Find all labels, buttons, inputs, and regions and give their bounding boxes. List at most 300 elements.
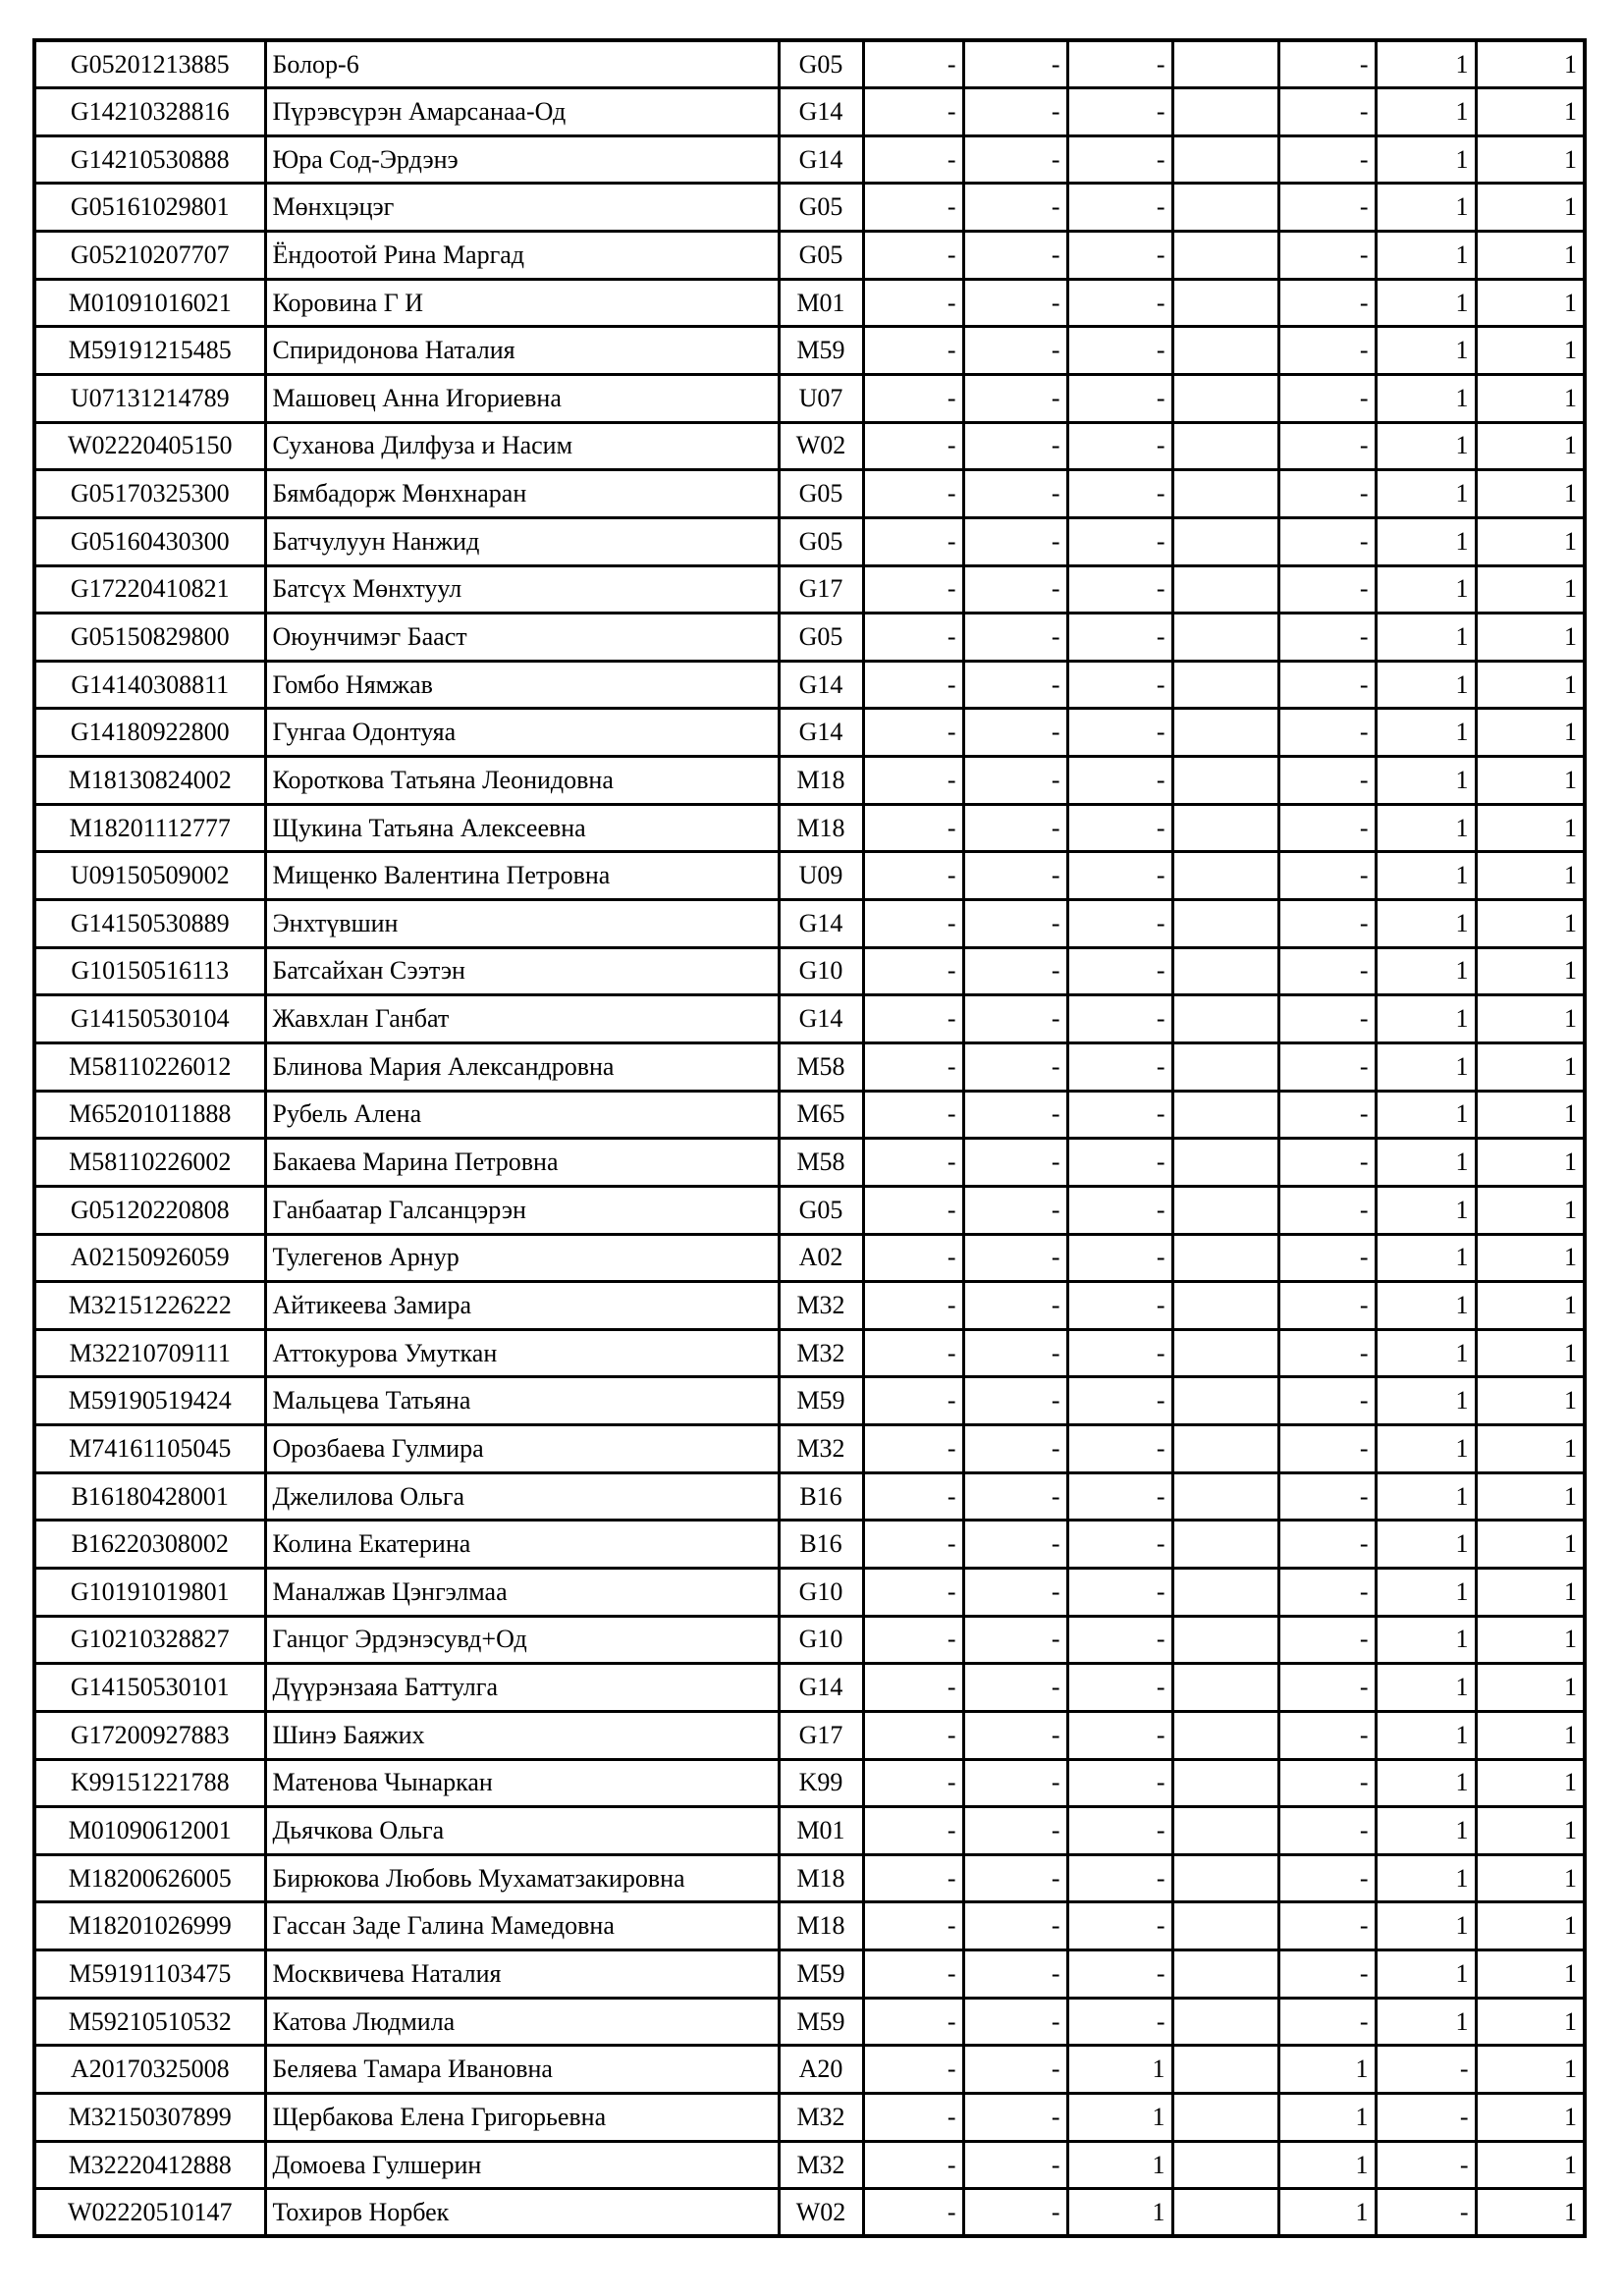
cell-v4 xyxy=(1172,2141,1278,2189)
cell-v7: 1 xyxy=(1476,374,1585,422)
cell-v6: 1 xyxy=(1376,135,1476,184)
cell-v5: - xyxy=(1278,709,1376,757)
cell-v2: - xyxy=(963,2094,1067,2142)
cell-v4 xyxy=(1172,1186,1278,1234)
cell-name: Мищенко Валентина Петровна xyxy=(265,852,779,900)
cell-v4 xyxy=(1172,232,1278,280)
cell-v7: 1 xyxy=(1476,1282,1585,1330)
table-row xyxy=(34,374,1585,422)
cell-v3: 1 xyxy=(1067,2189,1172,2237)
cell-v2: - xyxy=(963,1569,1067,1617)
cell-id: G05201213885 xyxy=(34,40,265,88)
cell-id: G14150530889 xyxy=(34,900,265,948)
cell-v6: 1 xyxy=(1376,757,1476,805)
cell-v7: 1 xyxy=(1476,1091,1585,1139)
cell-code: M59 xyxy=(779,327,863,375)
cell-name: Джелилова Ольга xyxy=(265,1472,779,1521)
table-row xyxy=(34,900,1585,948)
table-row xyxy=(34,1950,1585,1999)
cell-v2: - xyxy=(963,1902,1067,1950)
cell-name: Домоева Гулшерин xyxy=(265,2141,779,2189)
cell-id: M59210510532 xyxy=(34,1998,265,2046)
cell-id: M32151226222 xyxy=(34,1282,265,1330)
cell-name: Жавхлан Ганбат xyxy=(265,995,779,1043)
cell-v1: - xyxy=(863,1139,963,1187)
cell-v2: - xyxy=(963,1664,1067,1712)
cell-v4 xyxy=(1172,1902,1278,1950)
cell-name: Москвичева Наталия xyxy=(265,1950,779,1999)
cell-v5: - xyxy=(1278,1759,1376,1807)
table-row xyxy=(34,1711,1585,1759)
cell-v2: - xyxy=(963,279,1067,327)
cell-v3: - xyxy=(1067,1282,1172,1330)
cell-id: M18201026999 xyxy=(34,1902,265,1950)
cell-v3: 1 xyxy=(1067,2141,1172,2189)
cell-v6: 1 xyxy=(1376,470,1476,518)
cell-code: G10 xyxy=(779,1569,863,1617)
cell-v3: - xyxy=(1067,1759,1172,1807)
cell-code: G10 xyxy=(779,947,863,995)
cell-v6: 1 xyxy=(1376,1569,1476,1617)
table-row xyxy=(34,135,1585,184)
cell-v7: 1 xyxy=(1476,565,1585,614)
cell-v4 xyxy=(1172,614,1278,662)
cell-id: M32210709111 xyxy=(34,1329,265,1377)
cell-v5: - xyxy=(1278,1042,1376,1091)
cell-v7: 1 xyxy=(1476,1569,1585,1617)
cell-v5: - xyxy=(1278,1998,1376,2046)
cell-v5: - xyxy=(1278,422,1376,470)
cell-id: G14180922800 xyxy=(34,709,265,757)
cell-v7: 1 xyxy=(1476,422,1585,470)
cell-v4 xyxy=(1172,2046,1278,2094)
cell-v2: - xyxy=(963,2141,1067,2189)
cell-code: M65 xyxy=(779,1091,863,1139)
cell-name: Шинэ Баяжих xyxy=(265,1711,779,1759)
cell-v5: - xyxy=(1278,1186,1376,1234)
cell-v3: - xyxy=(1067,232,1172,280)
cell-v1: - xyxy=(863,852,963,900)
cell-v3: - xyxy=(1067,1234,1172,1282)
cell-v6: - xyxy=(1376,2094,1476,2142)
cell-id: G05160430300 xyxy=(34,517,265,565)
cell-code: G14 xyxy=(779,661,863,709)
cell-code: G17 xyxy=(779,565,863,614)
cell-v4 xyxy=(1172,422,1278,470)
cell-v7: 1 xyxy=(1476,1234,1585,1282)
cell-v3: - xyxy=(1067,900,1172,948)
cell-v3: 1 xyxy=(1067,2094,1172,2142)
cell-v4 xyxy=(1172,1569,1278,1617)
cell-id: G05170325300 xyxy=(34,470,265,518)
cell-v1: - xyxy=(863,1759,963,1807)
cell-v1: - xyxy=(863,422,963,470)
cell-v3: - xyxy=(1067,1472,1172,1521)
cell-code: M58 xyxy=(779,1042,863,1091)
table-row xyxy=(34,2189,1585,2237)
table-row xyxy=(34,804,1585,852)
cell-v1: - xyxy=(863,279,963,327)
table-row xyxy=(34,1807,1585,1855)
cell-id: G10191019801 xyxy=(34,1569,265,1617)
cell-v4 xyxy=(1172,470,1278,518)
cell-v5: - xyxy=(1278,1664,1376,1712)
cell-v2: - xyxy=(963,1998,1067,2046)
cell-code: G14 xyxy=(779,709,863,757)
cell-id: G17220410821 xyxy=(34,565,265,614)
cell-v3: - xyxy=(1067,1521,1172,1569)
cell-name: Гунгаа Одонтуяа xyxy=(265,709,779,757)
cell-v1: - xyxy=(863,1091,963,1139)
cell-v7: 1 xyxy=(1476,1902,1585,1950)
cell-v7: 1 xyxy=(1476,184,1585,232)
cell-code: M18 xyxy=(779,757,863,805)
cell-v1: - xyxy=(863,232,963,280)
cell-v7: 1 xyxy=(1476,995,1585,1043)
cell-v1: - xyxy=(863,1807,963,1855)
cell-code: G14 xyxy=(779,1664,863,1712)
cell-v5: - xyxy=(1278,1234,1376,1282)
cell-name: Энхтүвшин xyxy=(265,900,779,948)
cell-v2: - xyxy=(963,565,1067,614)
cell-v2: - xyxy=(963,757,1067,805)
cell-v1: - xyxy=(863,757,963,805)
cell-v1: - xyxy=(863,470,963,518)
cell-v3: - xyxy=(1067,40,1172,88)
cell-v1: - xyxy=(863,1282,963,1330)
table-row xyxy=(34,661,1585,709)
cell-id: M01091016021 xyxy=(34,279,265,327)
cell-v2: - xyxy=(963,995,1067,1043)
cell-v5: - xyxy=(1278,1854,1376,1902)
cell-v3: - xyxy=(1067,1329,1172,1377)
table-row xyxy=(34,614,1585,662)
cell-id: M59191103475 xyxy=(34,1950,265,1999)
cell-v7: 1 xyxy=(1476,2046,1585,2094)
cell-v2: - xyxy=(963,709,1067,757)
cell-v2: - xyxy=(963,804,1067,852)
cell-v2: - xyxy=(963,1425,1067,1473)
cell-code: G05 xyxy=(779,470,863,518)
cell-v6: 1 xyxy=(1376,1234,1476,1282)
cell-code: A02 xyxy=(779,1234,863,1282)
cell-v1: - xyxy=(863,565,963,614)
cell-v4 xyxy=(1172,1854,1278,1902)
cell-name: Коровина Г И xyxy=(265,279,779,327)
cell-v1: - xyxy=(863,614,963,662)
cell-v3: - xyxy=(1067,135,1172,184)
cell-v4 xyxy=(1172,1998,1278,2046)
cell-code: G10 xyxy=(779,1616,863,1664)
cell-v1: - xyxy=(863,2046,963,2094)
cell-name: Ганбаатар Галсанцэрэн xyxy=(265,1186,779,1234)
cell-v6: 1 xyxy=(1376,661,1476,709)
cell-v3: - xyxy=(1067,1807,1172,1855)
cell-name: Мөнхцэцэг xyxy=(265,184,779,232)
cell-code: B16 xyxy=(779,1521,863,1569)
cell-v5: - xyxy=(1278,1091,1376,1139)
table-row xyxy=(34,1616,1585,1664)
cell-v2: - xyxy=(963,1329,1067,1377)
cell-v2: - xyxy=(963,327,1067,375)
cell-name: Дүүрэнзаяа Баттулга xyxy=(265,1664,779,1712)
cell-v7: 1 xyxy=(1476,1186,1585,1234)
cell-v3: - xyxy=(1067,470,1172,518)
cell-v1: - xyxy=(863,1711,963,1759)
cell-v3: - xyxy=(1067,1902,1172,1950)
cell-v1: - xyxy=(863,709,963,757)
cell-v4 xyxy=(1172,279,1278,327)
cell-v1: - xyxy=(863,135,963,184)
cell-v5: - xyxy=(1278,1425,1376,1473)
cell-id: U07131214789 xyxy=(34,374,265,422)
cell-v5: - xyxy=(1278,517,1376,565)
cell-v5: - xyxy=(1278,1950,1376,1999)
cell-id: A02150926059 xyxy=(34,1234,265,1282)
cell-v1: - xyxy=(863,947,963,995)
cell-name: Орозбаева Гулмира xyxy=(265,1425,779,1473)
cell-v5: - xyxy=(1278,757,1376,805)
cell-v2: - xyxy=(963,2046,1067,2094)
table-row xyxy=(34,184,1585,232)
cell-name: Бирюкова Любовь Мухаматзакировна xyxy=(265,1854,779,1902)
cell-v2: - xyxy=(963,1759,1067,1807)
table-row xyxy=(34,1569,1585,1617)
cell-v5: - xyxy=(1278,1807,1376,1855)
cell-v6: 1 xyxy=(1376,1664,1476,1712)
cell-v7: 1 xyxy=(1476,1329,1585,1377)
cell-v6: 1 xyxy=(1376,804,1476,852)
cell-v7: 1 xyxy=(1476,804,1585,852)
cell-name: Дьячкова Ольга xyxy=(265,1807,779,1855)
cell-v4 xyxy=(1172,1091,1278,1139)
cell-v3: - xyxy=(1067,374,1172,422)
cell-id: M65201011888 xyxy=(34,1091,265,1139)
cell-v5: - xyxy=(1278,900,1376,948)
cell-name: Щербакова Елена Григорьевна xyxy=(265,2094,779,2142)
cell-v6: 1 xyxy=(1376,900,1476,948)
cell-v5: - xyxy=(1278,995,1376,1043)
cell-v5: - xyxy=(1278,184,1376,232)
table-row xyxy=(34,1854,1585,1902)
cell-v3: - xyxy=(1067,852,1172,900)
cell-v1: - xyxy=(863,517,963,565)
cell-v6: 1 xyxy=(1376,1950,1476,1999)
cell-v4 xyxy=(1172,1282,1278,1330)
cell-v3: - xyxy=(1067,757,1172,805)
cell-v3: - xyxy=(1067,947,1172,995)
cell-v2: - xyxy=(963,470,1067,518)
cell-name: Оюунчимэг Бааст xyxy=(265,614,779,662)
cell-code: A20 xyxy=(779,2046,863,2094)
cell-id: G14210530888 xyxy=(34,135,265,184)
cell-v4 xyxy=(1172,1521,1278,1569)
table-row xyxy=(34,757,1585,805)
cell-v4 xyxy=(1172,1377,1278,1425)
cell-code: W02 xyxy=(779,422,863,470)
cell-v1: - xyxy=(863,1521,963,1569)
cell-v4 xyxy=(1172,184,1278,232)
cell-v4 xyxy=(1172,2189,1278,2237)
cell-v5: - xyxy=(1278,852,1376,900)
table-row xyxy=(34,1091,1585,1139)
cell-code: M58 xyxy=(779,1139,863,1187)
cell-v3: - xyxy=(1067,1854,1172,1902)
cell-code: B16 xyxy=(779,1472,863,1521)
table-row xyxy=(34,1425,1585,1473)
cell-v6: 1 xyxy=(1376,1425,1476,1473)
cell-id: M32150307899 xyxy=(34,2094,265,2142)
cell-name: Гомбо Нямжав xyxy=(265,661,779,709)
cell-v1: - xyxy=(863,2094,963,2142)
cell-v5: 1 xyxy=(1278,2189,1376,2237)
cell-v5: - xyxy=(1278,1569,1376,1617)
table-row xyxy=(34,422,1585,470)
cell-v1: - xyxy=(863,1854,963,1902)
cell-v3: - xyxy=(1067,422,1172,470)
cell-name: Машовец Анна Игориевна xyxy=(265,374,779,422)
cell-v7: 1 xyxy=(1476,327,1585,375)
table-row xyxy=(34,1664,1585,1712)
table-row xyxy=(34,470,1585,518)
cell-name: Катова Людмила xyxy=(265,1998,779,2046)
cell-id: G17200927883 xyxy=(34,1711,265,1759)
cell-v4 xyxy=(1172,1950,1278,1999)
cell-v1: - xyxy=(863,2189,963,2237)
cell-v5: - xyxy=(1278,135,1376,184)
cell-v6: 1 xyxy=(1376,374,1476,422)
cell-v3: - xyxy=(1067,88,1172,136)
cell-code: U09 xyxy=(779,852,863,900)
cell-v2: - xyxy=(963,88,1067,136)
cell-code: G14 xyxy=(779,900,863,948)
cell-v1: - xyxy=(863,1902,963,1950)
cell-v3: - xyxy=(1067,184,1172,232)
cell-code: U07 xyxy=(779,374,863,422)
cell-v5: - xyxy=(1278,1282,1376,1330)
cell-v3: - xyxy=(1067,279,1172,327)
cell-v7: 1 xyxy=(1476,709,1585,757)
cell-v4 xyxy=(1172,1139,1278,1187)
cell-v7: 1 xyxy=(1476,614,1585,662)
cell-v7: 1 xyxy=(1476,470,1585,518)
table-row xyxy=(34,88,1585,136)
cell-v1: - xyxy=(863,327,963,375)
cell-v2: - xyxy=(963,1234,1067,1282)
cell-v6: 1 xyxy=(1376,1091,1476,1139)
cell-v4 xyxy=(1172,757,1278,805)
cell-v1: - xyxy=(863,40,963,88)
cell-id: G14150530101 xyxy=(34,1664,265,1712)
cell-v1: - xyxy=(863,88,963,136)
cell-v1: - xyxy=(863,1425,963,1473)
cell-v4 xyxy=(1172,900,1278,948)
cell-name: Бямбадорж Мөнхнаран xyxy=(265,470,779,518)
cell-id: G14140308811 xyxy=(34,661,265,709)
cell-id: B16220308002 xyxy=(34,1521,265,1569)
table-row xyxy=(34,1234,1585,1282)
cell-name: Ёндоотой Рина Маргад xyxy=(265,232,779,280)
cell-name: Спиридонова Наталия xyxy=(265,327,779,375)
cell-v3: - xyxy=(1067,1186,1172,1234)
table-row xyxy=(34,1329,1585,1377)
cell-name: Гассан Заде Галина Мамедовна xyxy=(265,1902,779,1950)
cell-v5: - xyxy=(1278,1521,1376,1569)
cell-v1: - xyxy=(863,900,963,948)
cell-v2: - xyxy=(963,232,1067,280)
cell-name: Пүрэвсүрэн Амарсанаа-Од xyxy=(265,88,779,136)
cell-v5: - xyxy=(1278,279,1376,327)
cell-v7: 1 xyxy=(1476,2189,1585,2237)
cell-code: G05 xyxy=(779,232,863,280)
cell-v5: - xyxy=(1278,661,1376,709)
cell-v6: 1 xyxy=(1376,1282,1476,1330)
cell-v5: - xyxy=(1278,232,1376,280)
cell-v3: - xyxy=(1067,1664,1172,1712)
cell-code: G14 xyxy=(779,88,863,136)
cell-v7: 1 xyxy=(1476,279,1585,327)
cell-id: M59191215485 xyxy=(34,327,265,375)
cell-id: G14210328816 xyxy=(34,88,265,136)
cell-v6: 1 xyxy=(1376,232,1476,280)
cell-id: A20170325008 xyxy=(34,2046,265,2094)
cell-v6: 1 xyxy=(1376,1616,1476,1664)
cell-v5: - xyxy=(1278,470,1376,518)
cell-id: G05150829800 xyxy=(34,614,265,662)
cell-code: G05 xyxy=(779,184,863,232)
cell-v6: 1 xyxy=(1376,1186,1476,1234)
cell-v1: - xyxy=(863,374,963,422)
cell-v6: 1 xyxy=(1376,1854,1476,1902)
cell-v4 xyxy=(1172,804,1278,852)
cell-v3: - xyxy=(1067,995,1172,1043)
cell-v5: - xyxy=(1278,88,1376,136)
cell-name: Болор-6 xyxy=(265,40,779,88)
cell-id: W02220405150 xyxy=(34,422,265,470)
cell-v6: - xyxy=(1376,2189,1476,2237)
cell-v5: - xyxy=(1278,947,1376,995)
cell-v4 xyxy=(1172,995,1278,1043)
cell-v4 xyxy=(1172,1234,1278,1282)
cell-name: Батсүх Мөнхтуул xyxy=(265,565,779,614)
cell-v3: - xyxy=(1067,661,1172,709)
cell-v6: 1 xyxy=(1376,1998,1476,2046)
table-row xyxy=(34,565,1585,614)
cell-v3: - xyxy=(1067,327,1172,375)
cell-v5: - xyxy=(1278,1472,1376,1521)
cell-v4 xyxy=(1172,1329,1278,1377)
cell-v1: - xyxy=(863,1186,963,1234)
cell-v6: 1 xyxy=(1376,88,1476,136)
cell-id: M18130824002 xyxy=(34,757,265,805)
cell-v3: - xyxy=(1067,1377,1172,1425)
cell-v6: 1 xyxy=(1376,279,1476,327)
cell-v2: - xyxy=(963,1950,1067,1999)
cell-code: G17 xyxy=(779,1711,863,1759)
table-body xyxy=(34,40,1585,2236)
cell-v6: 1 xyxy=(1376,517,1476,565)
cell-v3: - xyxy=(1067,1711,1172,1759)
cell-id: W02220510147 xyxy=(34,2189,265,2237)
cell-v2: - xyxy=(963,517,1067,565)
cell-v1: - xyxy=(863,2141,963,2189)
cell-v7: 1 xyxy=(1476,757,1585,805)
cell-v2: - xyxy=(963,1091,1067,1139)
cell-v7: 1 xyxy=(1476,1521,1585,1569)
cell-v4 xyxy=(1172,852,1278,900)
cell-v2: - xyxy=(963,614,1067,662)
cell-v7: 1 xyxy=(1476,661,1585,709)
